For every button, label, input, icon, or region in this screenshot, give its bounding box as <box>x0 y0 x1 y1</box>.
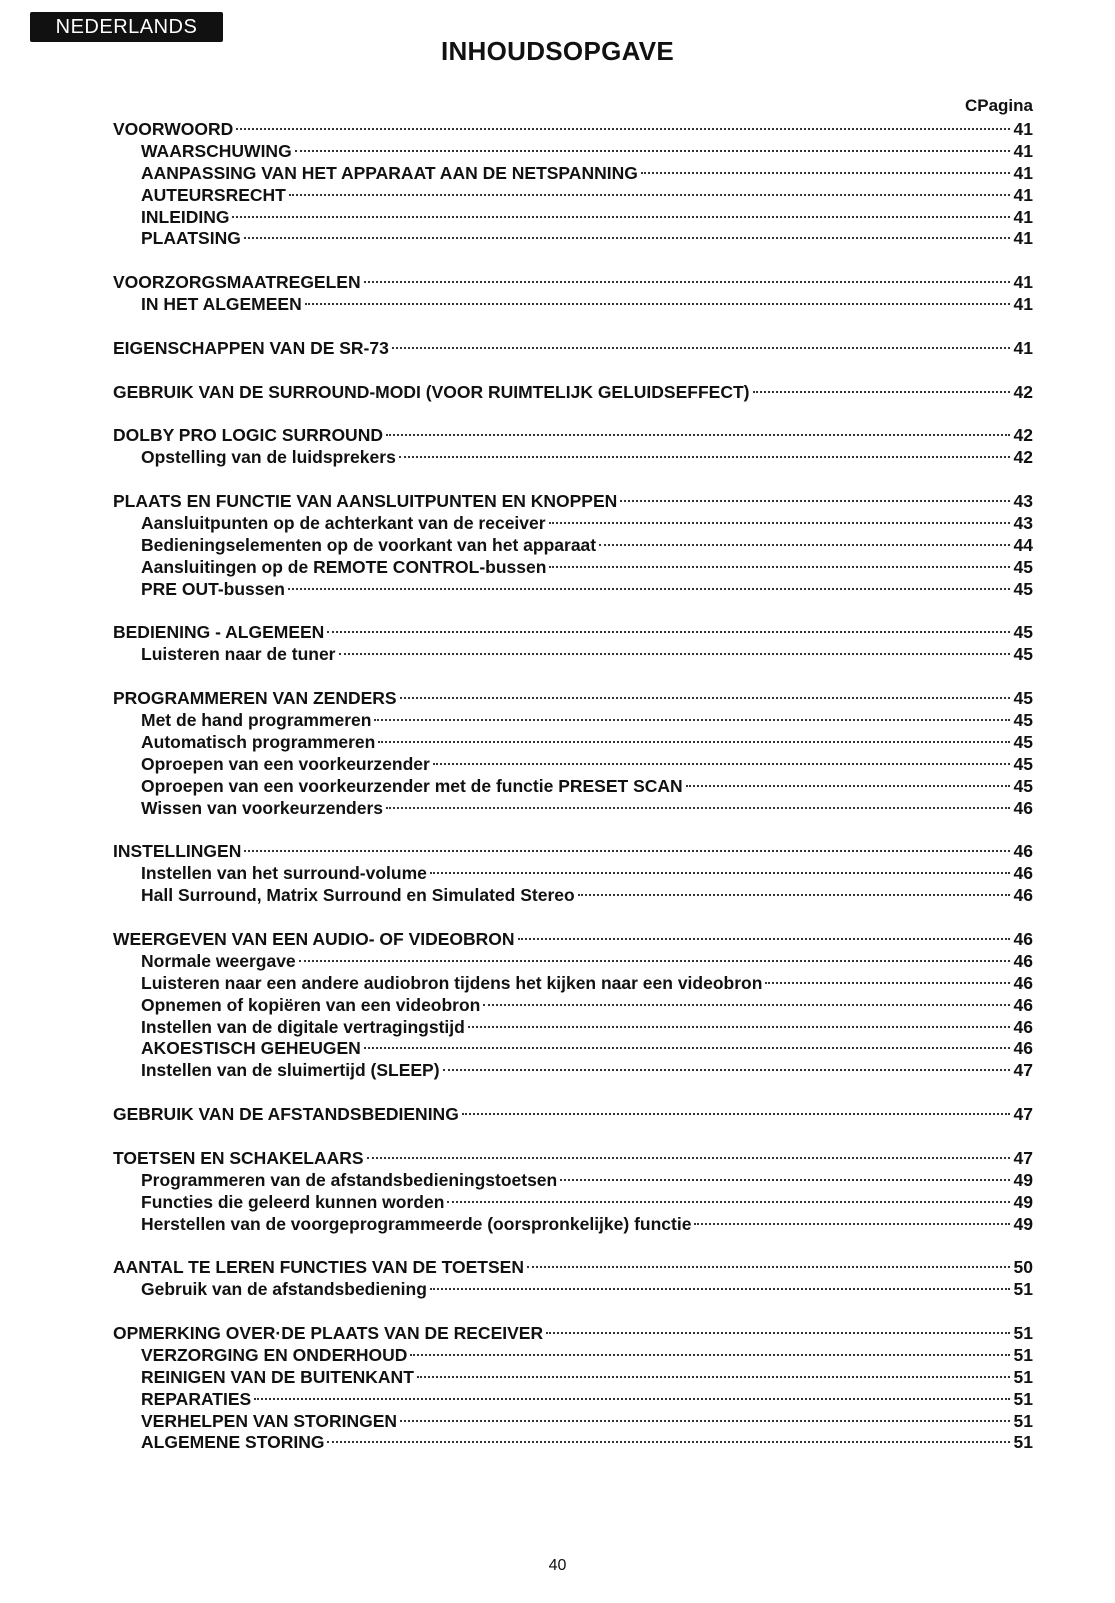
toc-entry-label: BEDIENING - ALGEMEEN <box>113 622 325 643</box>
toc-entry <box>113 1104 1033 1126</box>
toc-section-aantal-functies <box>113 1257 1033 1301</box>
toc-subentry <box>113 863 1033 885</box>
toc-entry-label: Oproepen van een voorkeurzender met de functie PRESET SCAN <box>141 775 683 796</box>
toc-entry-page: 41 <box>1013 272 1033 293</box>
toc-entry-label: PLAATS EN FUNCTIE VAN AANSLUITPUNTEN EN KNOPPEN <box>113 491 618 512</box>
toc-entry-label: Automatisch programmeren <box>141 731 376 752</box>
toc-entry-label: PROGRAMMEREN VAN ZENDERS <box>113 688 397 709</box>
language-badge: NEDERLANDS <box>30 12 223 42</box>
toc-subentry <box>113 732 1033 754</box>
toc-entry <box>113 929 1033 951</box>
dot-leader <box>305 303 1010 305</box>
toc-section-programmeren <box>113 688 1033 819</box>
toc-entry <box>113 1148 1033 1170</box>
toc-entry-label: Wissen van voorkeurzenders <box>141 797 384 818</box>
toc-entry-label: AANTAL TE LEREN FUNCTIES VAN DE TOETSEN <box>113 1257 524 1278</box>
dot-leader <box>433 763 1010 765</box>
toc-entry <box>113 338 1033 360</box>
toc-entry-page: 51 <box>1013 1344 1033 1365</box>
toc-entry-label: VERZORGING EN ONDERHOUD <box>141 1344 408 1365</box>
toc-entry-page: 41 <box>1013 140 1033 161</box>
toc-entry-label: DOLBY PRO LOGIC SURROUND <box>113 425 383 446</box>
dot-leader <box>400 697 1010 699</box>
toc-entry <box>113 382 1033 404</box>
toc-entry-page: 51 <box>1013 1432 1033 1453</box>
dot-leader <box>254 1398 1010 1400</box>
toc-entry-label: Instellen van de digitale vertragingstijd <box>141 1016 465 1037</box>
toc-entry <box>113 272 1033 294</box>
toc-subentry <box>113 1214 1033 1236</box>
toc-entry <box>113 1257 1033 1279</box>
toc-entry-label: INSTELLINGEN <box>113 841 242 862</box>
toc-subentry <box>113 644 1033 666</box>
dot-leader <box>527 1266 1010 1268</box>
toc-entry-page: 45 <box>1013 622 1033 643</box>
toc-entry <box>113 688 1033 710</box>
page-number: 40 <box>548 1557 567 1574</box>
toc-subentry <box>113 579 1033 601</box>
toc-subentry <box>113 141 1033 163</box>
toc-entry-label: Functies die geleerd kunnen worden <box>141 1191 445 1212</box>
toc-entry-page: 41 <box>1013 228 1033 249</box>
toc-section-toetsen <box>113 1148 1033 1236</box>
toc-entry-label: Hall Surround, Matrix Surround en Simulated Stereo <box>141 885 575 906</box>
toc-entry-label: ALGEMENE STORING <box>141 1432 325 1453</box>
toc-entry-label: Opstelling van de luidsprekers <box>141 447 396 468</box>
toc-subentry <box>113 754 1033 776</box>
toc-section-weergeven <box>113 929 1033 1082</box>
toc-entry-page: 51 <box>1013 1322 1033 1343</box>
toc-subentry <box>113 207 1033 229</box>
toc-entry-label: VOORZORGSMAATREGELEN <box>113 272 361 293</box>
dot-leader <box>483 1004 1010 1006</box>
toc-subentry <box>113 447 1033 469</box>
toc-entry-label: Luisteren naar de tuner <box>141 644 336 665</box>
toc-entry-label: Aansluitingen op de REMOTE CONTROL-bussen <box>141 556 547 577</box>
toc-subentry <box>113 163 1033 185</box>
toc-entry-page: 47 <box>1013 1104 1033 1125</box>
toc-entry-page: 51 <box>1013 1366 1033 1387</box>
toc-entry-page: 46 <box>1013 950 1033 971</box>
dot-leader <box>364 1047 1010 1049</box>
toc-entry-page: 45 <box>1013 710 1033 731</box>
toc-entry-page: 41 <box>1013 119 1033 139</box>
toc-subentry <box>113 885 1033 907</box>
toc-entry-page: 51 <box>1013 1279 1033 1300</box>
dot-leader <box>399 456 1010 458</box>
dot-leader <box>599 544 1010 546</box>
toc-section-instellingen <box>113 841 1033 907</box>
dot-leader <box>236 128 1010 130</box>
toc-entry-label: TOETSEN EN SCHAKELAARS <box>113 1147 364 1168</box>
toc-subentry <box>113 185 1033 207</box>
toc-entry-label: INLEIDING <box>141 206 230 227</box>
toc-section-afstandsbediening <box>113 1104 1033 1126</box>
page-column-header: CPagina <box>964 96 1033 115</box>
toc-subentry <box>113 1060 1033 1082</box>
toc-section-dolby <box>113 425 1033 469</box>
dot-leader <box>694 1223 1010 1225</box>
toc-entry-label: Oproepen van een voorkeurzender <box>141 753 430 774</box>
toc-subentry <box>113 294 1033 316</box>
toc-entry <box>113 425 1033 447</box>
toc-entry-label: EIGENSCHAPPEN VAN DE SR-73 <box>113 337 389 358</box>
toc-entry-page: 45 <box>1013 644 1033 665</box>
toc-entry-page: 46 <box>1013 1038 1033 1059</box>
toc-entry <box>113 1323 1033 1345</box>
dot-leader <box>447 1201 1010 1203</box>
toc-entry-label: REINIGEN VAN DE BUITENKANT <box>141 1366 414 1387</box>
dot-leader <box>327 631 1010 633</box>
dot-leader <box>410 1354 1010 1356</box>
toc-entry-label: Bedieningselementen op de voorkant van het apparaat <box>141 534 597 555</box>
toc-entry-page: 43 <box>1013 513 1033 534</box>
toc-entry-page: 46 <box>1013 994 1033 1015</box>
toc-entry-label: GEBRUIK VAN DE SURROUND-MODI (VOOR RUIMTELIJK GELUIDSEFFECT) <box>113 381 750 402</box>
dot-leader <box>443 1069 1010 1071</box>
toc-subentry <box>113 1345 1033 1367</box>
toc-entry-page: 45 <box>1013 775 1033 796</box>
toc-entry-label: Met de hand programmeren <box>141 710 372 731</box>
dot-leader <box>232 216 1010 218</box>
dot-leader <box>386 807 1010 809</box>
toc-entry-page: 49 <box>1013 1169 1033 1190</box>
toc-section-surround-modi <box>113 382 1033 404</box>
dot-leader <box>765 982 1010 984</box>
toc-section-voorwoord <box>113 119 1033 250</box>
toc-subentry <box>113 1279 1033 1301</box>
toc-entry-page: 41 <box>1013 294 1033 315</box>
toc-entry-page: 41 <box>1013 184 1033 205</box>
dot-leader <box>299 960 1010 962</box>
toc-entry-page: 49 <box>1013 1213 1033 1234</box>
toc-entry-label: GEBRUIK VAN DE AFSTANDSBEDIENING <box>113 1104 459 1125</box>
toc-entry-page: 51 <box>1013 1388 1033 1409</box>
toc-subentry <box>113 1411 1033 1433</box>
toc-entry-label: Gebruik van de afstandsbediening <box>141 1279 427 1300</box>
page-title: INHOUDSOPGAVE <box>440 36 675 66</box>
dot-leader <box>244 237 1010 239</box>
toc-entry-label: PRE OUT-bussen <box>141 578 285 599</box>
toc-entry-label: REPARATIES <box>141 1388 252 1409</box>
dot-leader <box>560 1179 1010 1181</box>
toc-entry-label: Programmeren van de afstandsbedieningstoetsen <box>141 1169 558 1190</box>
toc-entry-page: 51 <box>1013 1410 1033 1431</box>
toc-entry-label: AANPASSING VAN HET APPARAAT AAN DE NETSPANNING <box>141 162 638 183</box>
toc-entry-label: Aansluitpunten op de achterkant van de receiver <box>141 513 546 534</box>
toc-entry-page: 44 <box>1013 534 1033 555</box>
toc-entry-page: 45 <box>1013 578 1033 599</box>
dot-leader <box>339 653 1011 655</box>
toc-entry-page: 49 <box>1013 1191 1033 1212</box>
toc-entry-page: 41 <box>1013 206 1033 227</box>
toc-entry-label: Normale weergave <box>141 950 296 971</box>
toc-entry-page: 47 <box>1013 1060 1033 1081</box>
toc-entry-label: IN HET ALGEMEEN <box>141 294 302 315</box>
toc-entry-label: WEERGEVEN VAN EEN AUDIO- OF VIDEOBRON <box>113 928 515 949</box>
toc-entry-page: 46 <box>1013 972 1033 993</box>
toc-subentry <box>113 1170 1033 1192</box>
toc-entry-page: 46 <box>1013 863 1033 884</box>
toc-entry-page: 42 <box>1013 381 1033 402</box>
toc-entry-label: VERHELPEN VAN STORINGEN <box>141 1410 398 1431</box>
toc-subentry <box>113 1038 1033 1060</box>
dot-leader <box>430 872 1010 874</box>
toc-entry-label: WAARSCHUWING <box>141 140 292 161</box>
toc-entry-page: 46 <box>1013 885 1033 906</box>
dot-leader <box>417 1376 1010 1378</box>
toc-entry-page: 41 <box>1013 162 1033 183</box>
toc-section-opmerking <box>113 1323 1033 1454</box>
toc-subentry <box>113 951 1033 973</box>
dot-leader <box>289 194 1010 196</box>
dot-leader <box>367 1157 1010 1159</box>
toc-entry-page: 45 <box>1013 556 1033 577</box>
dot-leader <box>374 719 1010 721</box>
toc-subentry <box>113 776 1033 798</box>
toc-subentry <box>113 557 1033 579</box>
toc-subentry <box>113 535 1033 557</box>
toc-subentry <box>113 710 1033 732</box>
toc-entry-label: PLAATSING <box>141 228 241 249</box>
toc-entry-label: Herstellen van de voorgeprogrammeerde (oorspronkelijke) functie <box>141 1213 692 1234</box>
dot-leader <box>549 566 1010 568</box>
table-of-contents <box>113 119 1033 1476</box>
toc-subentry <box>113 1017 1033 1039</box>
toc-entry-label: VOORWOORD <box>113 119 234 139</box>
dot-leader <box>295 150 1010 152</box>
toc-entry-label: OPMERKING OVER·DE PLAATS VAN DE RECEIVER <box>113 1322 544 1343</box>
toc-subentry <box>113 228 1033 250</box>
toc-entry-label: Instellen van de sluimertijd (SLEEP) <box>141 1060 440 1081</box>
toc-subentry <box>113 1192 1033 1214</box>
dot-leader <box>462 1113 1010 1115</box>
toc-subentry <box>113 1389 1033 1411</box>
dot-leader <box>546 1332 1010 1334</box>
toc-entry-label: AUTEURSRECHT <box>141 184 286 205</box>
toc-entry-label: Opnemen of kopiëren van een videobron <box>141 994 481 1015</box>
toc-entry-page: 46 <box>1013 797 1033 818</box>
toc-entry <box>113 119 1033 141</box>
dot-leader <box>518 938 1010 940</box>
toc-entry <box>113 622 1033 644</box>
toc-entry-page: 46 <box>1013 841 1033 862</box>
dot-leader <box>549 522 1010 524</box>
dot-leader <box>378 741 1010 743</box>
toc-entry-page: 43 <box>1013 491 1033 512</box>
toc-entry-page: 47 <box>1013 1147 1033 1168</box>
toc-entry <box>113 841 1033 863</box>
toc-entry-page: 45 <box>1013 753 1033 774</box>
toc-entry-page: 41 <box>1013 337 1033 358</box>
toc-entry-page: 42 <box>1013 425 1033 446</box>
dot-leader <box>392 347 1010 349</box>
toc-subentry <box>113 513 1033 535</box>
dot-leader <box>244 850 1010 852</box>
toc-subentry <box>113 995 1033 1017</box>
dot-leader <box>288 588 1010 590</box>
dot-leader <box>327 1441 1010 1443</box>
toc-section-eigenschappen <box>113 338 1033 360</box>
toc-entry-label: Instellen van het surround-volume <box>141 863 427 884</box>
toc-subentry <box>113 1432 1033 1454</box>
toc-entry-label: AKOESTISCH GEHEUGEN <box>141 1038 361 1059</box>
dot-leader <box>578 894 1010 896</box>
toc-subentry <box>113 1367 1033 1389</box>
dot-leader <box>620 500 1010 502</box>
toc-subentry <box>113 973 1033 995</box>
dot-leader <box>753 391 1011 393</box>
dot-leader <box>386 434 1010 436</box>
toc-section-bediening <box>113 622 1033 666</box>
toc-section-aansluitpunten <box>113 491 1033 600</box>
toc-entry-page: 42 <box>1013 447 1033 468</box>
toc-entry-page: 45 <box>1013 731 1033 752</box>
toc-section-voorzorgsmaatregelen <box>113 272 1033 316</box>
toc-entry-page: 46 <box>1013 928 1033 949</box>
toc-subentry <box>113 798 1033 820</box>
dot-leader <box>641 172 1010 174</box>
toc-entry-page: 45 <box>1013 688 1033 709</box>
toc-entry-page: 46 <box>1013 1016 1033 1037</box>
dot-leader <box>364 281 1010 283</box>
toc-entry-page: 50 <box>1013 1257 1033 1278</box>
dot-leader <box>400 1420 1010 1422</box>
dot-leader <box>468 1026 1010 1028</box>
dot-leader <box>686 785 1010 787</box>
toc-entry <box>113 491 1033 513</box>
toc-entry-label: Luisteren naar een andere audiobron tijdens het kijken naar een videobron <box>141 972 763 993</box>
dot-leader <box>430 1288 1010 1290</box>
